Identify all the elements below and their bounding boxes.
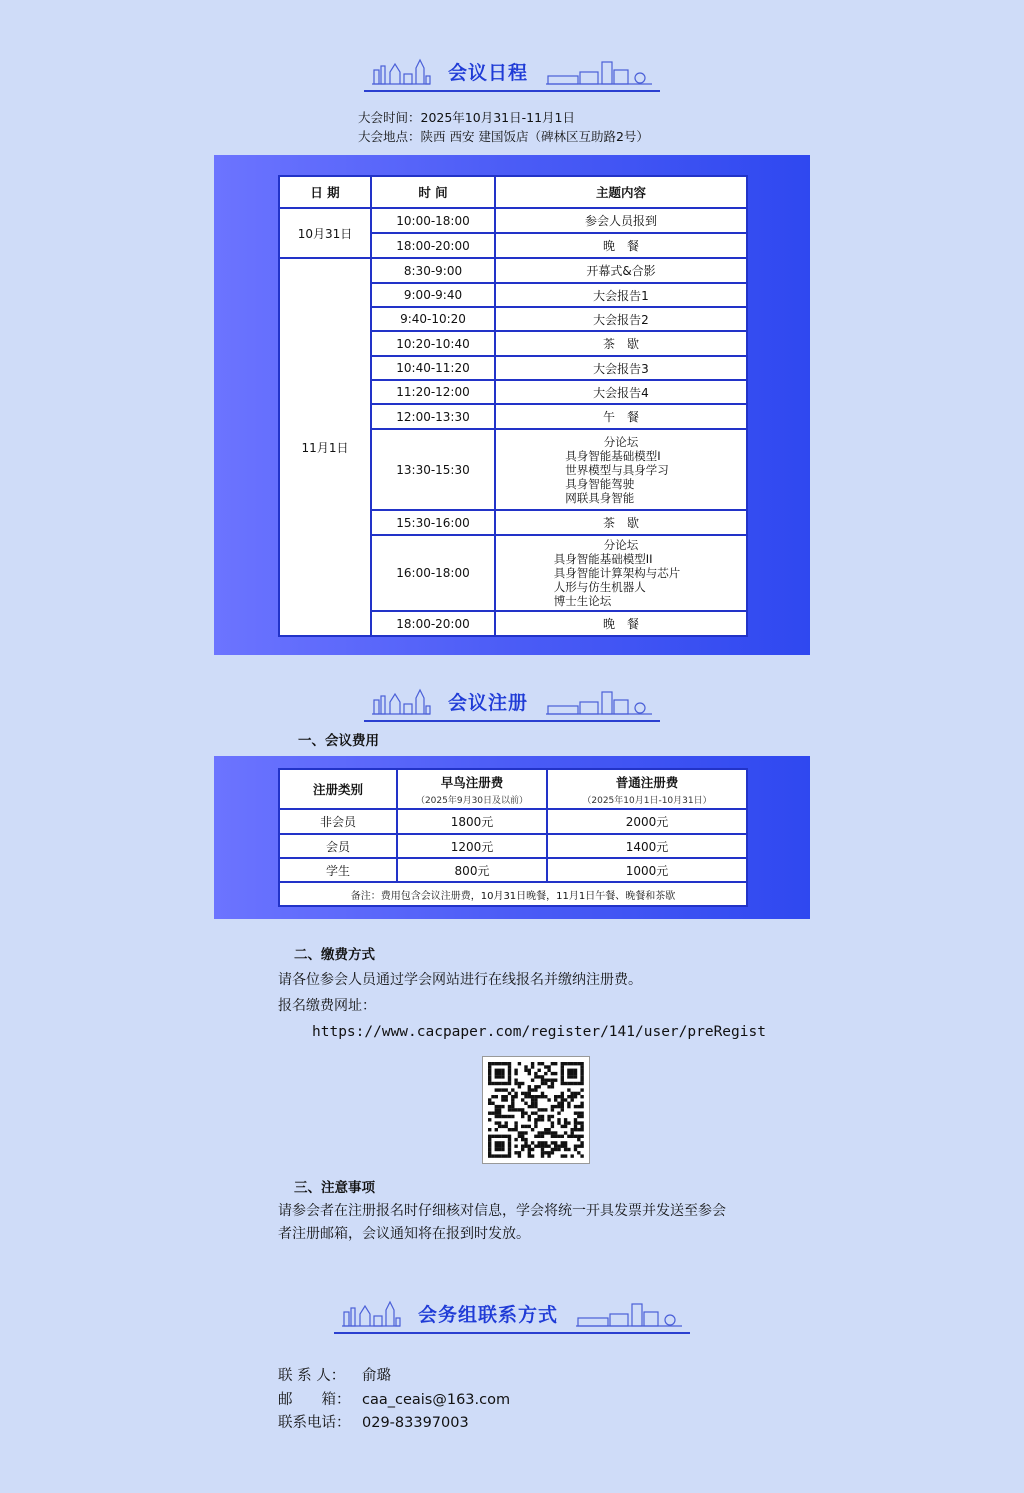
time-cell: 9:00-9:40	[371, 283, 495, 307]
forum1-item: 具身智能驾驶	[565, 476, 635, 491]
topic-cell: 茶 歇	[495, 510, 747, 535]
notice-heading: 三、注意事项	[294, 1180, 375, 1196]
contact-phone-value: 029-83397003	[362, 1415, 469, 1431]
city-skyline-left-icon	[340, 1298, 402, 1328]
date-cell-day2: 11月1日	[279, 258, 371, 636]
qr-code-icon	[483, 1057, 589, 1163]
contact-email-line	[278, 1388, 510, 1409]
forum2-item: 博士生论坛	[553, 594, 612, 608]
table-row	[279, 208, 747, 233]
payment-url-link[interactable]: https://www.cacpaper.com/register/141/user/preRegist	[312, 1024, 766, 1040]
topic-cell: 晚 餐	[495, 611, 747, 636]
table-row	[279, 258, 747, 283]
topic-cell: 大会报告1	[495, 283, 747, 307]
forum2-item: 具身智能计算架构与芯片	[553, 566, 681, 580]
forum1-item: 具身智能基础模型I	[565, 448, 661, 463]
fee-normal-cell: 1400元	[547, 834, 747, 858]
time-cell: 18:00-20:00	[371, 611, 495, 636]
fee-type-cell: 非会员	[279, 809, 397, 834]
fee-header-type: 注册类别	[279, 769, 397, 809]
fee-early-cell: 1200元	[397, 834, 547, 858]
fee-heading: 一、会议费用	[298, 733, 379, 749]
fee-early-cell: 1800元	[397, 809, 547, 834]
forum2-item: 具身智能基础模型II	[553, 552, 653, 566]
header-time: 时 间	[371, 176, 495, 208]
fee-normal-cell: 2000元	[547, 809, 747, 834]
topic-cell: 参会人员报到	[495, 208, 747, 233]
contact-email-value[interactable]: caa_ceais@163.com	[362, 1392, 511, 1408]
fee-table	[278, 768, 748, 907]
table-row	[279, 809, 747, 834]
normal-period: （2025年10月1日-10月31日）	[582, 795, 712, 806]
contact-phone-line	[278, 1411, 469, 1432]
topic-cell: 开幕式&合影	[495, 258, 747, 283]
topic-cell: 茶 歇	[495, 331, 747, 356]
fee-type-cell: 会员	[279, 834, 397, 858]
city-skyline-right-icon	[544, 686, 654, 716]
forum2-item: 人形与仿生机器人	[553, 580, 646, 594]
time-cell: 9:40-10:20	[371, 307, 495, 331]
topic-cell: 晚 餐	[495, 233, 747, 258]
registration-qr-code[interactable]	[482, 1056, 590, 1164]
time-cell: 8:30-9:00	[371, 258, 495, 283]
fee-note: 备注：费用包含会议注册费，10月31日晚餐，11月1日午餐、晚餐和茶歇	[279, 882, 747, 906]
conference-info	[358, 108, 649, 146]
time-cell: 18:00-20:00	[371, 233, 495, 258]
header-date: 日 期	[279, 176, 371, 208]
payment-text: 请各位参会人员通过学会网站进行在线报名并缴纳注册费。	[278, 972, 642, 988]
conference-place: 大会地点：陕西 西安 建国饭店（碑林区互助路2号）	[358, 129, 649, 144]
normal-label: 普通注册费	[615, 774, 679, 790]
fee-normal-cell: 1000元	[547, 858, 747, 882]
contact-person-line	[278, 1364, 391, 1385]
fee-early-cell: 800元	[397, 858, 547, 882]
time-cell: 10:20-10:40	[371, 331, 495, 356]
city-skyline-left-icon	[370, 686, 432, 716]
fee-type-cell: 学生	[279, 858, 397, 882]
contact-email-label: 邮 箱：	[278, 1392, 351, 1408]
topic-cell: 大会报告4	[495, 380, 747, 404]
schedule-table	[278, 175, 748, 637]
table-header-row	[279, 176, 747, 208]
contact-title: 会务组联系方式	[417, 1303, 558, 1326]
table-row	[279, 858, 747, 882]
contact-phone-label: 联系电话：	[278, 1415, 351, 1431]
time-cell: 16:00-18:00	[371, 535, 495, 611]
time-cell: 15:30-16:00	[371, 510, 495, 535]
topic-cell: 大会报告2	[495, 307, 747, 331]
forum1-item: 世界模型与具身学习	[565, 462, 669, 477]
fee-note-row	[279, 882, 747, 906]
city-skyline-right-icon	[574, 1298, 684, 1328]
fee-header-normal	[547, 769, 747, 809]
time-cell: 10:40-11:20	[371, 356, 495, 380]
contact-person-label: 联 系 人：	[278, 1368, 346, 1384]
forum2-cell	[495, 535, 747, 611]
fee-header-row	[279, 769, 747, 809]
contact-person-value: 俞璐	[362, 1368, 391, 1384]
early-label: 早鸟注册费	[440, 774, 504, 790]
schedule-section-header	[0, 52, 1024, 96]
schedule-title: 会议日程	[447, 61, 528, 84]
payment-url-label: 报名缴费网址：	[278, 998, 376, 1014]
city-skyline-left-icon	[370, 56, 432, 86]
payment-heading: 二、缴费方式	[294, 947, 375, 963]
time-cell: 12:00-13:30	[371, 404, 495, 429]
early-period: （2025年9月30日及以前）	[415, 795, 529, 806]
time-cell: 10:00-18:00	[371, 208, 495, 233]
conference-time: 大会时间：2025年10月31日-11月1日	[358, 110, 575, 125]
header-topic: 主题内容	[495, 176, 747, 208]
date-cell-day1: 10月31日	[279, 208, 371, 258]
registration-section-header	[0, 682, 1024, 726]
fee-header-early	[397, 769, 547, 809]
city-skyline-right-icon	[544, 56, 654, 86]
forum1-item: 网联具身智能	[565, 490, 635, 505]
topic-cell: 大会报告3	[495, 356, 747, 380]
notice-line-1: 请参会者在注册报名时仔细核对信息，学会将统一开具发票并发送至参会	[278, 1203, 726, 1219]
forum1-cell	[495, 429, 747, 510]
forum2-title: 分论坛	[603, 538, 639, 552]
contact-section-header	[0, 1294, 1024, 1338]
time-cell: 13:30-15:30	[371, 429, 495, 510]
table-row	[279, 834, 747, 858]
notice-line-2: 者注册邮箱，会议通知将在报到时发放。	[278, 1226, 530, 1242]
topic-cell: 午 餐	[495, 404, 747, 429]
time-cell: 11:20-12:00	[371, 380, 495, 404]
registration-title: 会议注册	[447, 691, 528, 714]
forum1-title: 分论坛	[603, 434, 639, 449]
